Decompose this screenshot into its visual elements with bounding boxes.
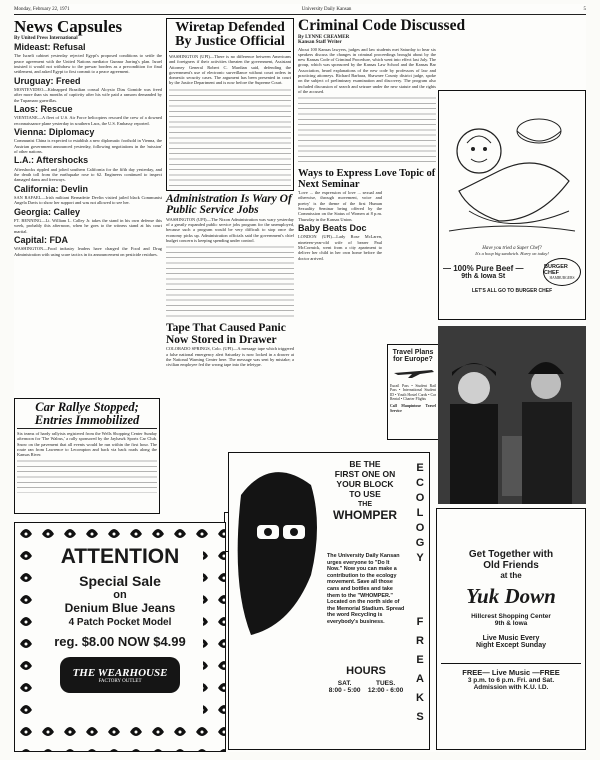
capsule-headline: Vienna: Diplomacy	[14, 126, 95, 137]
attention-line3: Denium Blue Jeans	[64, 601, 176, 615]
burger-beef: — 100% Pure Beef —	[443, 264, 524, 273]
freaks-letter: E	[416, 654, 424, 666]
admin-title: Administration Is Wary Of Public Service Jobs	[166, 192, 292, 217]
ecology-letter: O	[415, 522, 425, 534]
capsule-body: Communist China is expected to establish a new diplomatic foothold in Vienna, the Austrian government announced yesterday, following negotiations in the 'mission' of other nations.	[14, 138, 162, 155]
travel-title: Travel Plans for Europe?	[392, 349, 434, 364]
capsule-item	[14, 236, 162, 257]
freaks-letter: K	[416, 692, 424, 704]
capsule-body: SAN RAFAEL—Irish militant Bernadette Devlin visited jailed black Communist Angela Davis to show her support and was not allowed to see her.	[14, 195, 162, 206]
freaks-letter: R	[416, 635, 424, 647]
newspaper-page	[14, 4, 586, 752]
hours-title: HOURS	[346, 665, 386, 677]
freaks-letter: F	[416, 616, 424, 628]
masthead-date: Monday, February 22, 1971	[14, 6, 70, 12]
center-column	[166, 18, 294, 516]
capsule-body: Aftershocks rippled and jolted southern California for the fifth day yesterday, and the death toll from the earthquake rose to 62. Engineers continued to inspect damaged dams and freeways.	[14, 166, 162, 183]
ecology-letter: G	[415, 537, 425, 549]
capsules-byline: By United Press International	[14, 36, 78, 41]
wiretap-body: WASHINGTON (UPI)—There is no difference between Americans and foreigners if their activities threaten the government, Assistant Attorney General Robert C. Mardian said, defending the government's use of electronic surveillance without court orders in domestic security cases. The argument has been presented in court by the Justice Department and is now before the Supreme Court.	[169, 54, 291, 86]
burger-location: 9th & Iowa St	[461, 273, 506, 280]
yuk-free-line1: 3 p.m. to 6 p.m. Fri. and Sat.	[467, 677, 555, 684]
capsule-headline: Capital: FDA	[14, 235, 68, 245]
hours-sat: SAT.	[337, 680, 352, 687]
criminal-code-column	[298, 17, 466, 518]
burger-footer: LET'S ALL GO TO BURGER CHEF	[471, 288, 553, 294]
yuk-location: Hillcrest Shopping Center	[471, 613, 551, 620]
ecology-letter: L	[416, 507, 424, 519]
masthead-page-number: 5	[583, 6, 586, 12]
whomper-line2: FIRST ONE ON	[334, 469, 396, 479]
travel-body: Eurail Pass • Student Rail Pass • International Student ID • Youth Hostel Cards • Car Rental • Charter Flights	[390, 383, 436, 402]
burger-logo-text: BURGER CHEF	[544, 264, 568, 276]
ways-article	[298, 169, 436, 222]
attention-line4: 4 Patch Pocket Model	[68, 617, 172, 628]
baby-body: LONDON (UPI)—Lady Rose McLaren, nineteen-year-old wife of bearer Paul McCormick, went from a city apartment to deliver her child in her own home before the doctor arrived.	[298, 234, 382, 261]
news-capsules-column	[14, 18, 162, 396]
ecology-letter: E	[416, 462, 424, 474]
ways-title: Ways to Express Love Topic of Next Seminar	[298, 168, 436, 190]
capsule-body: MONTEVIDEO—Kidnapped Brazilian consul Aloysio Dias Gomide was freed after more than six months of captivity after his wife paid a ransom demanded by the Tupamaro guerrillas.	[14, 87, 162, 103]
baby-title: Baby Beats Doc	[298, 222, 367, 233]
capsule-body: VIENTIANE—A fleet of U.S. Air Force helicopters rescued the crew of a downed reconnaissance plane yesterday in southern Laos, the U.S. Embassy reported.	[14, 115, 162, 126]
man-portrait	[231, 455, 323, 655]
yuk-down-ad	[436, 508, 586, 750]
capsule-item	[14, 105, 162, 126]
burger-question: Have you tried a Super Chef?	[482, 246, 542, 251]
capsule-item	[14, 43, 162, 75]
attention-ad	[14, 522, 226, 752]
wiretap-article	[166, 18, 294, 191]
yuk-logo: Yuk Down	[466, 584, 556, 608]
ways-body: 'Love ... the expression of love ... sexual and otherwise, through movement, voice and poetry' is the theme of the first Human Sexuality Seminar being offered by the Commission on the Status of Women at 8 p.m. Thursday in the Kansas Union.	[298, 190, 382, 222]
capsule-body: WASHINGTON—Food industry leaders have charged the Food and Drug Administration with using scare tactics in its announcement on pesticide residues.	[14, 246, 162, 257]
hours-sat-time: 8:00 - 5:00	[328, 687, 361, 694]
burger-chef-logo	[543, 258, 581, 286]
capsule-item	[14, 128, 162, 154]
capsule-item	[14, 77, 162, 103]
wiretap-title: Wiretap Defended By Justice Official	[175, 20, 285, 49]
car-rallye-article	[14, 398, 160, 514]
freaks-letter: S	[416, 711, 424, 723]
criminal-byline: By LYNNE CREAMER Kansan Staff Writer	[298, 34, 350, 45]
capsule-headline: L.A.: Aftershocks	[14, 155, 89, 166]
attention-line2: on	[113, 589, 127, 601]
tape-article	[166, 323, 294, 367]
capsule-list	[14, 43, 162, 257]
freaks-vertical-text	[413, 613, 427, 727]
capsule-headline: California: Devlin	[14, 183, 89, 194]
capsule-item	[14, 156, 162, 182]
capsule-body: The Israeli cabinet yesterday rejected Egypt's proposed conditions to settle the peace agreement with the United Nations mediator Gunnar Jarring's plan. Israel insisted it would not withdraw to the prewar borders as a precondition for final settlement, and asked Egypt to first commit to a peace agreement.	[14, 53, 162, 75]
capsules-title: News Capsules	[14, 17, 123, 36]
airplane-icon	[390, 365, 436, 379]
whomper-hours	[325, 665, 407, 694]
tape-title: Tape That Caused Panic Now Stored in Drawer	[166, 322, 286, 346]
tape-body: COLORADO SPRINGS, Colo. (UPI)—A message tape which triggered a false national emergency alert Saturday is now locked in a drawer at the National Warning Center here. The message was sent by mistake; a civilian employee fed the wrong tape into the teletype.	[166, 346, 294, 368]
yuk-free: FREE— Live Music —FREE	[462, 668, 560, 677]
whomper-line6: WHOMPER	[333, 508, 397, 522]
travel-footer: Call Maupintour Travel Service	[390, 404, 436, 414]
burger-logo-sub: HAMBURGERS	[549, 276, 575, 280]
attention-line1: Special Sale	[79, 573, 161, 589]
travel-ad	[387, 344, 439, 440]
baby-article	[298, 224, 382, 261]
chef-illustration	[439, 91, 585, 241]
criminal-title: Criminal Code Discussed	[298, 17, 466, 34]
burger-sub: It's a hoop big sandwich. Hurry on today!	[475, 251, 549, 256]
band-photo	[438, 326, 586, 504]
hours-tues-time: 12:00 - 6:00	[367, 687, 404, 694]
yuk-head1: Get Together with	[468, 549, 554, 560]
rallye-body: Six teams of hardy rallyists registered from the Wells Shopping Center Sunday afternoon for 'The Walrus,' a rally sponsored by the Jayhawk Sports Car Club. Snow on the pavement that all events would be run within the first hour. The route ran from Lawrence to Lecompton and back via back roads along the Kansas River.	[17, 431, 157, 458]
ecology-vertical-text	[413, 461, 427, 566]
ecology-letter: C	[416, 477, 424, 489]
admin-article	[166, 194, 294, 321]
whomper-line5: THE	[358, 501, 372, 508]
attention-title: ATTENTION	[60, 545, 180, 568]
burger-chef-ad	[438, 90, 586, 320]
capsule-item	[14, 185, 162, 206]
rallye-title: Car Rallye Stopped; Entries Immobilized	[34, 400, 140, 427]
masthead	[14, 4, 586, 15]
wearhouse-name: THE WEARHOUSE	[72, 666, 168, 679]
yuk-location2: 9th & Iowa	[494, 620, 528, 627]
whomper-ad	[228, 452, 430, 750]
ecology-letter: O	[415, 492, 425, 504]
attention-price: reg. $8.00 NOW $4.99	[54, 634, 186, 649]
ecology-letter: Y	[416, 552, 424, 564]
wearhouse-logo	[60, 657, 180, 693]
capsule-body: FT. BENNING—Lt. William L. Calley Jr. takes the stand in his own defense this week, probably this afternoon, when he goes to the witness stand at his court martial.	[14, 218, 162, 234]
masthead-paper-name: University Daily Kansan	[301, 6, 352, 12]
whomper-body: The University Daily Kansan urges everyone to "Do It Now." Now you can make a contribution to the ecology movement. Save all those cans and bottles and take them to the "WHOMPER." Located on the north side of the Memorial Stadium. Spread the word Recycling is everybody's business.	[327, 553, 405, 625]
whomper-line1: BE THE	[349, 459, 381, 469]
yuk-music2: Night Except Sunday	[475, 642, 546, 649]
admin-body: WASHINGTON (UPI)—The Nixon Administration was wary yesterday of a greatly expanded public service jobs program for the unemployed, because such a program would be very difficult to stop once the economy picks up. Administration officials said the government's chief budget concern is keeping spending under control.	[166, 216, 294, 243]
capsule-headline: Uruguay: Freed	[14, 75, 81, 86]
yuk-head2: Old Friends	[483, 560, 539, 571]
yuk-music1: Live Music Every	[482, 635, 540, 642]
capsule-headline: Georgia: Calley	[14, 206, 81, 217]
hours-tues: TUES.	[376, 680, 396, 687]
yuk-free-line2: Admission with K.U. I.D.	[473, 684, 549, 691]
freaks-letter: A	[416, 673, 424, 685]
whomper-line4: TO USE	[349, 489, 381, 499]
capsule-headline: Mideast: Refusal	[14, 42, 86, 52]
criminal-body: About 100 Kansas lawyers, judges and law students met Saturday to hear six speakers discuss the changes in criminal proceedings brought about by the new Kansas Code of Criminal Procedure, which went into effect last July. The group, which was sponsored by the Kansas Law School and the Kansas Bar Association, heard explanations of the new code by professors of law and practicing attorneys. Richard Barbara, Shawnee County district judge, spoke on the subject of preliminary examination and discovery. The program also included discussion of search and seizure under the new statute and the rights of the accused.	[298, 46, 436, 94]
capsule-headline: Laos: Rescue	[14, 103, 73, 114]
wearhouse-sub: FACTORY OUTLET	[98, 678, 142, 684]
whomper-line3: YOUR BLOCK	[336, 479, 394, 489]
capsule-item	[14, 208, 162, 234]
yuk-head3: at the	[500, 571, 522, 580]
